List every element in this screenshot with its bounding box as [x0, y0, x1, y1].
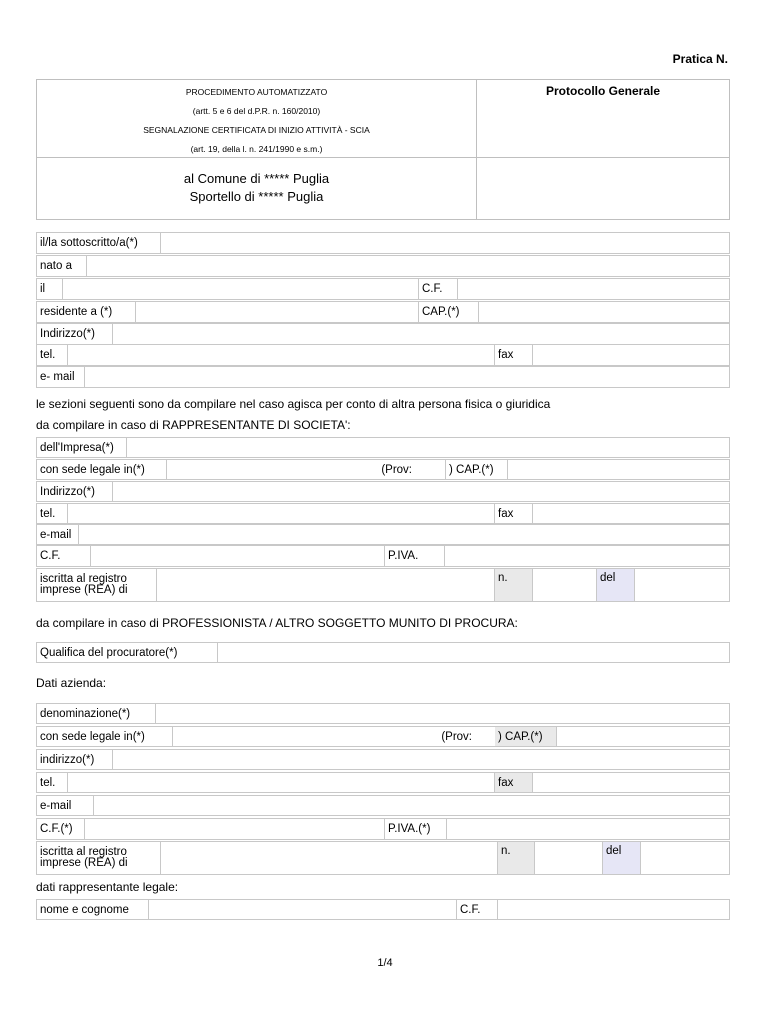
row-residente [36, 301, 730, 323]
label-fax: fax [495, 345, 533, 365]
label-nato: nato a [37, 256, 87, 276]
prov-field[interactable] [415, 460, 445, 479]
comune-name: al Comune di ***** Puglia [183, 171, 330, 186]
label-prov: (Prov: [441, 730, 472, 743]
label-indirizzo: Indirizzo(*) [37, 324, 113, 344]
page-number: 1/4 [377, 957, 393, 969]
label-email: e- mail [37, 367, 85, 387]
cf-field[interactable] [85, 819, 385, 839]
label-cap: ) CAP.(*) [446, 460, 508, 479]
row-rea [36, 568, 730, 602]
section-title-professionista: da compilare in caso di PROFESSIONISTA / ALTRO SOGGETTO MUNITO DI PROCURA: [36, 616, 518, 630]
row-rea [36, 841, 730, 875]
row-qualifica [36, 642, 730, 663]
label-sede: con sede legale in(*) [37, 727, 173, 746]
label-qualifica: Qualifica del procuratore(*) [37, 643, 218, 662]
row-impresa [36, 437, 730, 458]
cf-field[interactable] [458, 279, 729, 299]
cap-field[interactable] [557, 727, 729, 746]
prov-field[interactable] [475, 727, 495, 746]
header-box [36, 79, 730, 220]
row-cf [36, 545, 730, 567]
label-del: del [603, 842, 641, 874]
row-il [36, 278, 730, 300]
row-tel [36, 503, 730, 524]
il-field[interactable] [63, 279, 419, 299]
piva-field[interactable] [447, 819, 729, 839]
label-cf: C.F. [419, 279, 458, 299]
piva-field[interactable] [445, 546, 729, 566]
label-email: e-mail [37, 525, 79, 544]
cap-field[interactable] [479, 302, 729, 322]
label-nome: nome e cognome [37, 900, 149, 919]
label-n: n. [495, 569, 533, 601]
nome-field[interactable] [149, 900, 457, 919]
label-cap: CAP.(*) [419, 302, 479, 322]
label-rea: iscritta al registro imprese (REA) di [37, 569, 157, 601]
n-field[interactable] [535, 842, 603, 874]
denominazione-field[interactable] [156, 704, 729, 723]
nato-field[interactable] [87, 256, 729, 276]
row-email [36, 795, 730, 816]
sportello-name: Sportello di ***** Puglia [189, 189, 324, 204]
indirizzo-field[interactable] [113, 482, 729, 501]
fax-field[interactable] [533, 504, 729, 523]
email-field[interactable] [85, 367, 729, 387]
tel-field[interactable] [68, 345, 495, 365]
label-prov: (Prov: [381, 463, 412, 476]
procedure-info [37, 80, 477, 158]
protocollo-generale: Protocollo Generale [477, 80, 729, 158]
del-field[interactable] [635, 569, 729, 601]
row-cf [36, 818, 730, 840]
procedure-line: SEGNALAZIONE CERTIFICATA DI INIZIO ATTIVITÀ - SCIA [143, 125, 370, 135]
residente-field[interactable] [136, 302, 419, 322]
row-indirizzo [36, 749, 730, 770]
section-title-azienda: Dati azienda: [36, 676, 107, 690]
row-tel [36, 344, 730, 366]
impresa-field[interactable] [127, 438, 729, 457]
label-fax: fax [495, 773, 533, 792]
label-cf: C.F. [37, 546, 91, 566]
fax-field[interactable] [533, 773, 729, 792]
label-il: il [37, 279, 63, 299]
indirizzo-field[interactable] [113, 324, 729, 344]
row-indirizzo [36, 481, 730, 502]
protocollo-field[interactable] [477, 158, 729, 219]
label-cf: C.F.(*) [37, 819, 85, 839]
pratica-number-label: Pratica N. [672, 52, 728, 66]
row-denominazione [36, 703, 730, 724]
cf-field[interactable] [91, 546, 385, 566]
label-residente: residente a (*) [37, 302, 136, 322]
cf-field[interactable] [498, 900, 729, 919]
label-email: e-mail [37, 796, 94, 815]
procedure-line: (artt. 5 e 6 del d.P.R. n. 160/2010) [192, 106, 321, 116]
row-email [36, 524, 730, 545]
email-field[interactable] [94, 796, 729, 815]
row-indirizzo [36, 323, 730, 345]
sede-field[interactable] [173, 727, 475, 746]
n-field[interactable] [533, 569, 597, 601]
label-denominazione: denominazione(*) [37, 704, 156, 723]
del-field[interactable] [641, 842, 729, 874]
intro-text: le sezioni seguenti sono da compilare nel caso agisca per conto di altra persona fisica o giuridica [36, 397, 551, 411]
label-indirizzo: Indirizzo(*) [37, 482, 113, 501]
label-fax: fax [495, 504, 533, 523]
row-tel [36, 772, 730, 793]
row-nome [36, 899, 730, 920]
label-rea: iscritta al registro imprese (REA) di [37, 842, 161, 874]
label-indirizzo: indirizzo(*) [37, 750, 113, 769]
label-piva: P.IVA.(*) [385, 819, 447, 839]
rea-field[interactable] [157, 569, 495, 601]
qualifica-field[interactable] [218, 643, 729, 662]
fax-field[interactable] [533, 345, 729, 365]
label-cf: C.F. [457, 900, 498, 919]
rea-field[interactable] [161, 842, 498, 874]
label-del: del [597, 569, 635, 601]
label-tel: tel. [37, 504, 68, 523]
procedure-line: (art. 19, della l. n. 241/1990 e s.m.) [190, 144, 323, 154]
row-sottoscritto [36, 232, 730, 254]
row-nato [36, 255, 730, 277]
cap-field[interactable] [508, 460, 729, 479]
tel-field[interactable] [68, 504, 495, 523]
indirizzo-field[interactable] [113, 750, 729, 769]
label-sede: con sede legale in(*) [37, 460, 167, 479]
row-sede [36, 459, 730, 480]
comune-info [37, 158, 477, 219]
row-sede [36, 726, 730, 747]
label-piva: P.IVA. [385, 546, 445, 566]
label-tel: tel. [37, 773, 68, 792]
section-title-rappresentante: dati rappresentante legale: [36, 880, 179, 894]
sede-field[interactable] [167, 460, 415, 479]
tel-field[interactable] [68, 773, 495, 792]
label-tel: tel. [37, 345, 68, 365]
label-n: n. [498, 842, 535, 874]
section-title-societa: da compilare in caso di RAPPRESENTANTE DI SOCIETA': [36, 418, 351, 432]
label-impresa: dell'Impresa(*) [37, 438, 127, 457]
row-email [36, 366, 730, 388]
email-field[interactable] [79, 525, 729, 544]
procedure-line: PROCEDIMENTO AUTOMATIZZATO [185, 87, 328, 97]
sottoscritto-field[interactable] [161, 233, 729, 253]
label-sottoscritto: il/la sottoscritto/a(*) [37, 233, 161, 253]
label-cap: ) CAP.(*) [495, 727, 557, 746]
